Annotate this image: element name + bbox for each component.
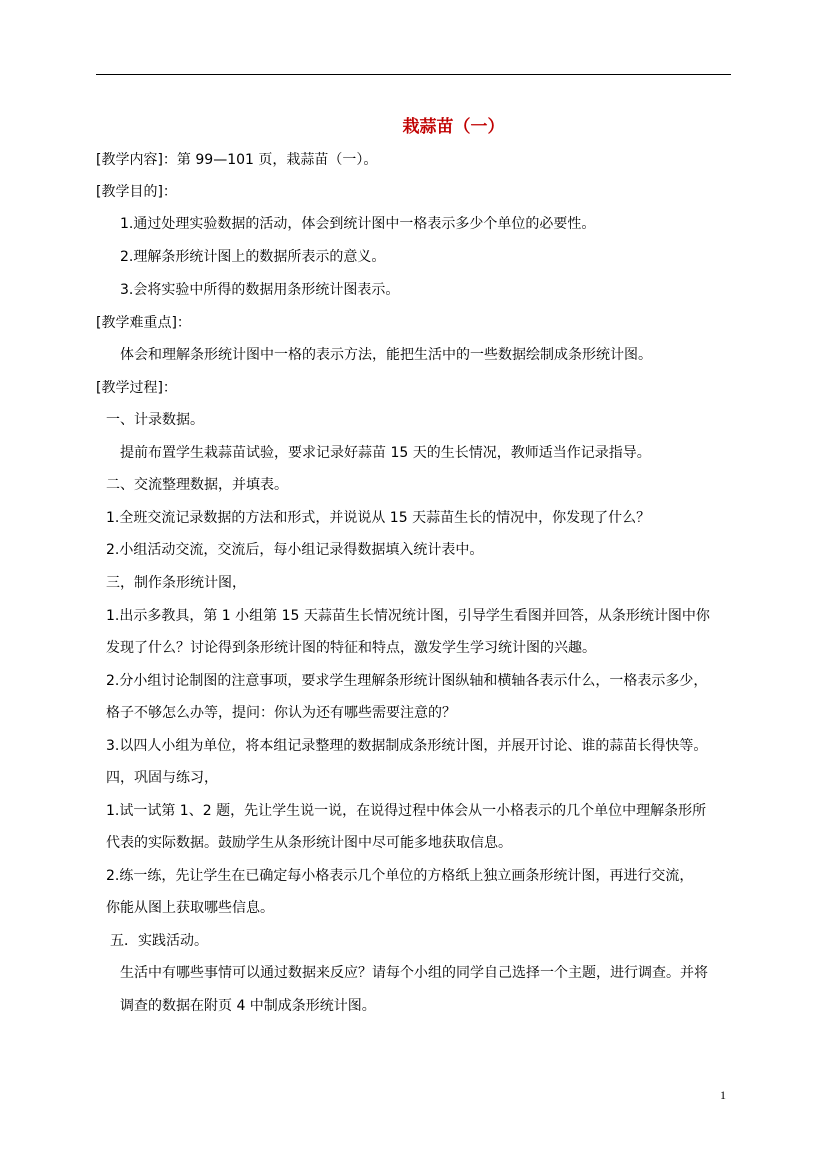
step-3-item-1-line-2: 发现了什么？讨论得到条形统计图的特征和特点，激发学生学习统计图的兴趣。 xyxy=(106,640,596,656)
step-4-item-1-line-1: 1.试一试第 1、2 题，先让学生说一说，在说得过程中体会从一小格表示的几个单位中理解条形所 xyxy=(106,803,707,819)
objective-3: 3.会将实验中所得的数据用条形统计图表示。 xyxy=(120,282,400,298)
step-4-item-2-line-1: 2.练一练，先让学生在已确定每小格表示几个单位的方格纸上独立画条形统计图，再进行交流， xyxy=(106,868,694,884)
step-2-item-2: 2.小组活动交流，交流后，每小组记录得数据填入统计表中。 xyxy=(106,542,484,558)
page-number: 1 xyxy=(720,1088,726,1102)
document-title: 栽蒜苗（一） xyxy=(402,117,505,137)
step-4-heading: 四，巩固与练习， xyxy=(106,770,218,786)
step-3-item-2-line-1: 2.分小组讨论制图的注意事项，要求学生理解条形统计图纵轴和横轴各表示什么，一格表示多少， xyxy=(106,673,708,689)
step-5-text-line-1: 生活中有哪些事情可以通过数据来反应？请每个小组的同学自己选择一个主题，进行调查。并将 xyxy=(120,965,708,981)
step-4-item-2-line-2: 你能从图上获取哪些信息。 xyxy=(106,900,274,916)
step-2-item-1: 1.全班交流记录数据的方法和形式，并说说从 15 天蒜苗生长的情况中，你发现了什么？ xyxy=(106,510,651,526)
section-heading-objectives: [教学目的]： xyxy=(96,184,177,200)
step-3-item-3: 3.以四人小组为单位，将本组记录整理的数据制成条形统计图，并展开讨论、谁的蒜苗长得快等。 xyxy=(106,738,708,754)
objective-1: 1.通过处理实验数据的活动，体会到统计图中一格表示多少个单位的必要性。 xyxy=(120,216,596,232)
step-5-text-line-2: 调查的数据在附页 4 中制成条形统计图。 xyxy=(120,998,376,1014)
step-5-heading: 五．实践活动。 xyxy=(110,933,208,949)
step-4-item-1-line-2: 代表的实际数据。鼓励学生从条形统计图中尽可能多地获取信息。 xyxy=(106,835,512,851)
teaching-content: [教学内容]：第 99—101 页，栽蒜苗（一）。 xyxy=(96,152,378,168)
objective-2: 2.理解条形统计图上的数据所表示的意义。 xyxy=(120,249,386,265)
step-3-item-2-line-2: 格子不够怎么办等，提问：你认为还有哪些需要注意的？ xyxy=(106,705,456,721)
step-3-item-1-line-1: 1.出示多教具，第 1 小组第 15 天蒜苗生长情况统计图，引导学生看图并回答，从条形统计图中你 xyxy=(106,608,710,624)
step-2-heading: 二、交流整理数据，并填表。 xyxy=(106,477,288,493)
header-rule xyxy=(96,74,731,75)
section-heading-key-points: [教学难重点]： xyxy=(96,315,191,331)
step-3-heading: 三，制作条形统计图， xyxy=(106,575,246,591)
step-1-text: 提前布置学生栽蒜苗试验，要求记录好蒜苗 15 天的生长情况，教师适当作记录指导。 xyxy=(120,445,651,461)
section-heading-process: [教学过程]： xyxy=(96,380,177,396)
step-1-heading: 一、计录数据。 xyxy=(106,412,204,428)
key-points-text: 体会和理解条形统计图中一格的表示方法，能把生活中的一些数据绘制成条形统计图。 xyxy=(120,347,652,363)
